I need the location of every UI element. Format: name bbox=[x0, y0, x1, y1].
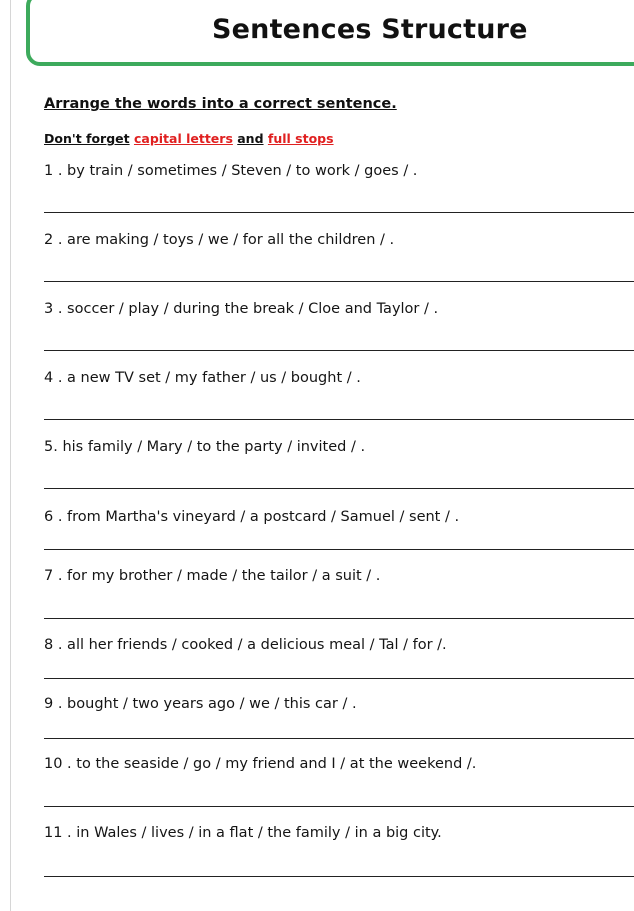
answer-line-4[interactable] bbox=[44, 419, 634, 420]
answer-line-6[interactable] bbox=[44, 549, 634, 550]
instruction-text: Arrange the words into a correct sentence. bbox=[44, 96, 397, 112]
exercise-item-5: 5. his family / Mary / to the party / invited / . bbox=[44, 439, 366, 455]
exercise-item-2: 2 . are making / toys / we / for all the children / . bbox=[44, 232, 395, 248]
exercise-item-8: 8 . all her friends / cooked / a delicious meal / Tal / for /. bbox=[44, 637, 447, 653]
exercise-item-6: 6 . from Martha's vineyard / a postcard / Samuel / sent / . bbox=[44, 509, 460, 525]
exercise-item-7: 7 . for my brother / made / the tailor / a suit / . bbox=[44, 568, 381, 584]
exercise-item-9: 9 . bought / two years ago / we / this car / . bbox=[44, 696, 357, 712]
answer-line-1[interactable] bbox=[44, 212, 634, 213]
answer-line-11[interactable] bbox=[44, 876, 634, 877]
reminder-capital-letters: capital letters bbox=[133, 131, 233, 146]
answer-line-5[interactable] bbox=[44, 488, 634, 489]
answer-line-8[interactable] bbox=[44, 678, 634, 679]
reminder-text bbox=[44, 131, 334, 146]
page-edge-rule bbox=[10, 0, 11, 911]
reminder-prefix: Don't forget bbox=[44, 131, 130, 146]
reminder-full-stops: full stops bbox=[267, 131, 334, 146]
page-title: Sentences Structure bbox=[212, 14, 528, 45]
answer-line-9[interactable] bbox=[44, 738, 634, 739]
exercise-item-10: 10 . to the seaside / go / my friend and I / at the weekend /. bbox=[44, 756, 477, 772]
answer-line-7[interactable] bbox=[44, 618, 634, 619]
exercise-item-1: 1 . by train / sometimes / Steven / to work / goes / . bbox=[44, 163, 418, 179]
exercise-item-4: 4 . a new TV set / my father / us / bought / . bbox=[44, 370, 361, 386]
reminder-connector: and bbox=[237, 131, 264, 146]
exercise-item-11: 11 . in Wales / lives / in a flat / the family / in a big city. bbox=[44, 825, 442, 841]
exercise-item-3: 3 . soccer / play / during the break / Cloe and Taylor / . bbox=[44, 301, 439, 317]
answer-line-3[interactable] bbox=[44, 350, 634, 351]
answer-line-10[interactable] bbox=[44, 806, 634, 807]
answer-line-2[interactable] bbox=[44, 281, 634, 282]
